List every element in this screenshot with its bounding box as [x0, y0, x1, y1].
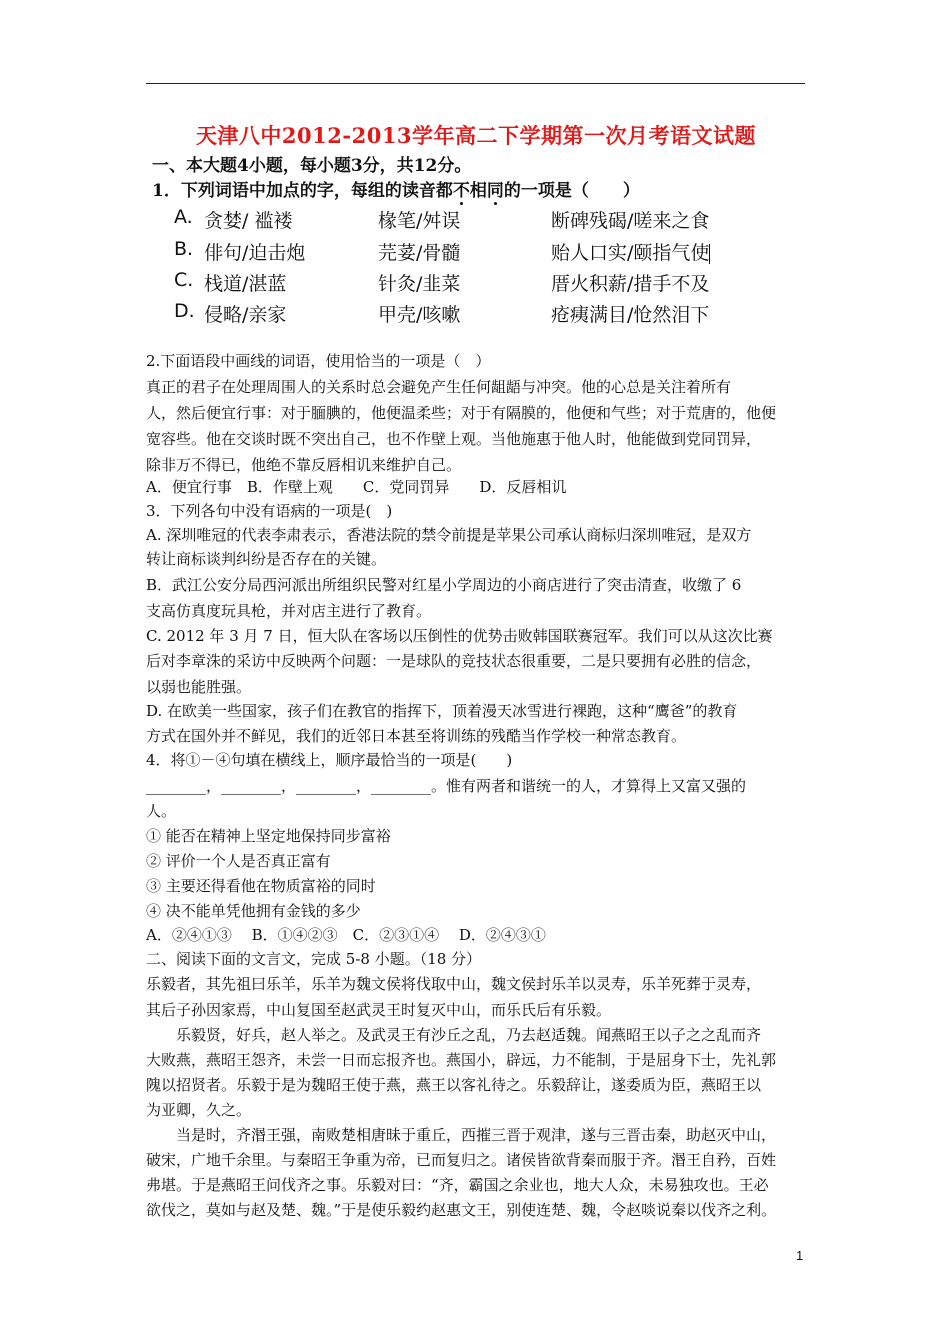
body-line: ④ 决不能单凭他拥有金钱的多少 [146, 902, 361, 920]
q1-option-c: 断碑残碣/嗟来之食 [551, 210, 710, 232]
body-line: A．便宜行事 B．作壁上观 C．党同罚异 D．反唇相讥 [146, 478, 567, 496]
body-line: 欲伐之，莫如与赵及楚、魏。”于是使乐毅约赵惠文王，别使连楚、魏，令赵啖说秦以伐齐之利。 [146, 1201, 777, 1219]
q1-option-c-text: 贻人口实/颐指气使 [551, 242, 710, 264]
q1-option-b: 甲壳/咳嗽 [378, 304, 461, 326]
body-line: 转让商标谈判纠纷是否存在的关键。 [146, 550, 387, 568]
text-cursor [709, 244, 710, 264]
body-line: 隗以招贤者。乐毅于是为魏昭王使于燕，燕王以客礼待之。乐毅辞让，遂委质为臣，燕昭王以 [146, 1076, 762, 1094]
body-line: 除非万不得已，他绝不靠反唇相讥来维护自己。 [146, 456, 462, 474]
body-line: 4．将①－④句填在横线上，顺序最恰当的一项是( ) [146, 751, 513, 769]
body-line: ② 评价一个人是否真正富有 [146, 852, 331, 870]
body-line: A. 深圳唯冠的代表李肃表示，香港法院的禁令前提是苹果公司承认商标归深圳唯冠，是双方 [146, 526, 752, 544]
body-line: 为亚卿，久之。 [146, 1101, 252, 1119]
body-line: 弗堪。于是燕昭王问伐齐之事。乐毅对曰：“齐，霸国之余业也，地大人众，未易独攻也。王必 [146, 1176, 769, 1194]
body-line: ________，________，________，________。惟有两者和谐统一的人，才算得上又富又强的 [146, 777, 747, 795]
q1-option-a: 栈道/湛蓝 [204, 273, 287, 295]
q1-stem-emph2: 同 [487, 176, 504, 201]
header-rule [146, 83, 805, 84]
body-line: 乐毅者，其先祖曰乐羊，乐羊为魏文侯将伐取中山，魏文侯封乐羊以灵寿，乐羊死葬于灵寿， [146, 975, 762, 993]
q1-option-c [551, 238, 710, 265]
q1-option-label: C. [174, 269, 194, 291]
body-line: 破宋，广地千余里。与秦昭王争重为帝，已而复归之。诸侯皆欲背秦而服于齐。湣王自矜，百姓 [146, 1151, 777, 1169]
body-line: ③ 主要还得看他在物质富裕的同时 [146, 877, 376, 895]
body-line: B．武江公安分局西河派出所组织民警对红星小学周边的小商店进行了突击清查，收缴了 6 [146, 576, 742, 594]
body-line: 人，然后便宜行事：对于腼腆的，他便温柔些；对于有隔膜的，他便和气些；对于荒唐的，他便 [146, 404, 777, 422]
q1-stem-pre: 1．下列词语中加点的字，每组的读音都 [152, 181, 453, 201]
body-line: 乐毅贤，好兵，赵人举之。及武灵王有沙丘之乱，乃去赵适魏。闻燕昭王以子之之乱而齐 [146, 1026, 762, 1044]
section1-heading: 一、本大题4小题，每小题3分，共12分。 [152, 156, 472, 176]
body-line: 其后子孙因家焉，中山复国至赵武灵王时复灭中山，而乐氏后有乐毅。 [146, 1001, 612, 1019]
body-line: A．②④①③ B．①④②③ C．②③①④ D．②④③① [146, 926, 546, 944]
body-line: 人。 [146, 802, 177, 820]
q1-option-label: B. [174, 238, 194, 260]
body-line: 二、阅读下面的文言文，完成 5-8 小题。（18 分） [146, 950, 482, 968]
body-line: 3．下列各句中没有语病的一项是( ) [146, 502, 393, 520]
body-line: 以弱也能胜强。 [146, 678, 252, 696]
q1-option-label: D. [174, 300, 195, 322]
body-line: 后对李章洙的采访中反映两个问题：一是球队的竞技状态很重要，二是只要拥有必胜的信念， [146, 652, 762, 670]
body-line: 宽容些。他在交谈时既不突出自己，也不作壁上观。当他施惠于他人时，他能做到党同罚异， [146, 430, 762, 448]
q1-option-label: A. [174, 206, 193, 228]
body-line: D. 在欧美一些国家，孩子们在教官的指挥下，顶着漫天冰雪进行裸跑，这种“鹰爸”的教育 [146, 702, 738, 720]
q1-option-c: 疮痍满目/怆然泪下 [551, 304, 710, 326]
q1-stem-mid: 相 [469, 181, 487, 201]
body-line: 2.下面语段中画线的词语，使用恰当的一项是（ ） [146, 352, 491, 370]
q1-stem-post: 的一项是（ ） [503, 181, 640, 201]
body-line: 当是时，齐湣王强，南败楚相唐昧于重丘，西摧三晋于观津，遂与三晋击秦，助赵灭中山， [146, 1126, 777, 1144]
q1-option-a: 侵略/亲家 [204, 304, 287, 326]
page-number: 1 [796, 1248, 804, 1263]
q1-option-b: 针灸/韭菜 [378, 273, 461, 295]
body-line: 真正的君子在处理周围人的关系时总会避免产生任何龃龉与冲突。他的心总是关注着所有 [146, 378, 732, 396]
body-line: 方式在国外并不鲜见，我们的近邻日本甚至将训练的残酷当作学校一种常态教育。 [146, 727, 687, 745]
q1-option-a: 俳句/迫击炮 [204, 242, 306, 264]
q1-option-c: 厝火积薪/措手不及 [551, 273, 710, 295]
page-title: 天津八中2012-2013学年高二下学期第一次月考语文试题 [195, 123, 757, 148]
body-line: 支高仿真度玩具枪，并对店主进行了教育。 [146, 602, 432, 620]
body-line: C. 2012 年 3 月 7 日，恒大队在客场以压倒性的优势击败韩国联赛冠军。我们可以从这次比赛 [146, 627, 773, 645]
q1-option-b: 椽笔/舛误 [378, 210, 461, 232]
q1-stem-emph1: 不 [453, 176, 470, 201]
question-1-stem [152, 176, 640, 201]
body-line: ① 能否在精神上坚定地保持同步富裕 [146, 827, 391, 845]
q1-option-b: 芫荽/骨髓 [378, 242, 461, 264]
body-line: 大败燕，燕昭王怨齐，未尝一日而忘报齐也。燕国小，辟远，力不能制，于是屈身下士，先礼郭 [146, 1051, 777, 1069]
q1-option-a: 贪婪/ 褴褛 [204, 210, 293, 232]
